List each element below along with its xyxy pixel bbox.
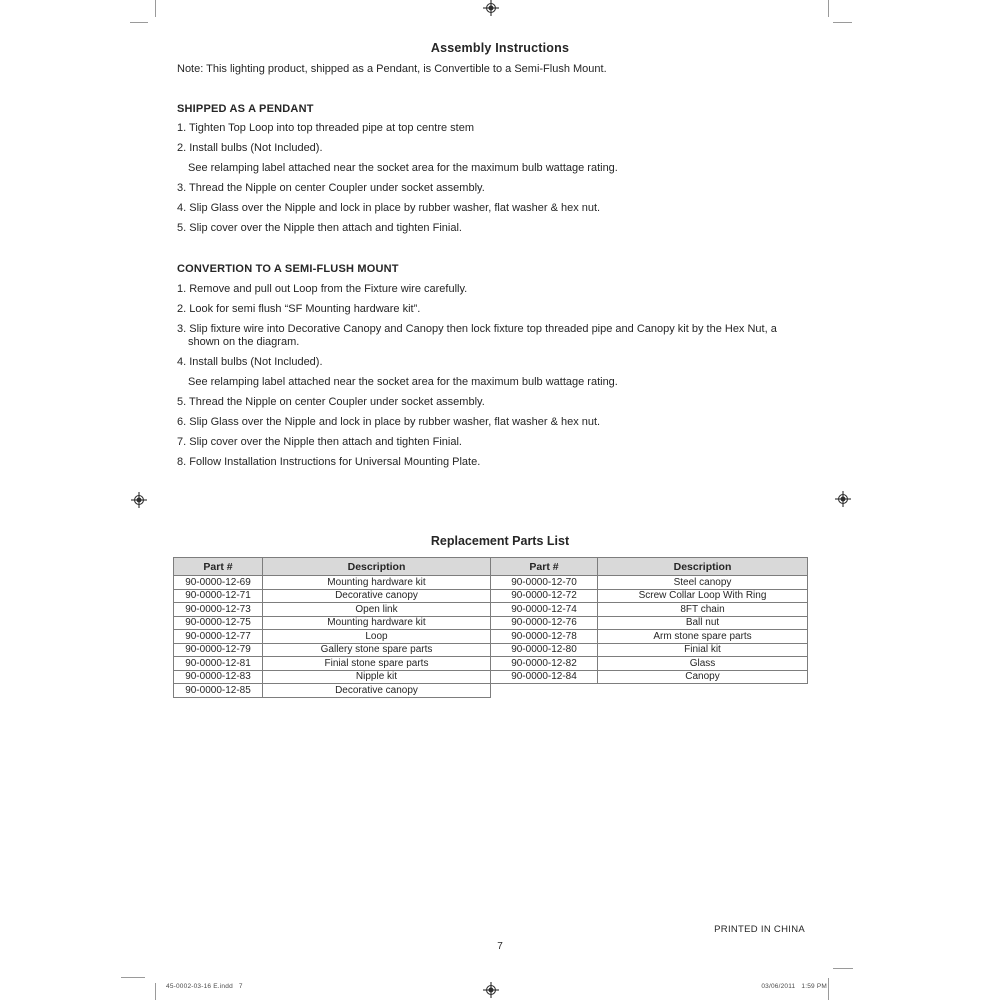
- column-header: Part #: [174, 558, 263, 576]
- instruction-step: 1. Tighten Top Loop into top threaded pipe at top centre stem: [177, 122, 475, 134]
- part-number-cell: 90-0000-12-81: [174, 657, 263, 671]
- description-cell: 8FT chain: [598, 603, 808, 617]
- instruction-steps-semi-flush: [177, 283, 809, 476]
- instruction-step: 3. Thread the Nipple on center Coupler under socket assembly.: [177, 182, 485, 194]
- part-number-cell: 90-0000-12-72: [491, 589, 598, 603]
- part-number-cell: 90-0000-12-69: [174, 576, 263, 590]
- footer-file-name: 45-0002-03-16 E.indd 7: [166, 983, 243, 990]
- description-cell: Glass: [598, 657, 808, 671]
- description-cell: Mounting hardware kit: [263, 616, 491, 630]
- crop-mark-bottom-right-v: [828, 978, 829, 1000]
- instruction-step: 6. Slip Glass over the Nipple and lock in place by rubber washer, flat washer & hex nut.: [177, 416, 601, 428]
- column-header: Description: [263, 558, 491, 576]
- section-heading-shipped-as-pendant: SHIPPED AS A PENDANT: [177, 103, 314, 115]
- instruction-step: 2. Look for semi flush “SF Mounting hardware kit”.: [177, 303, 421, 315]
- part-number-cell: 90-0000-12-77: [174, 630, 263, 644]
- instruction-step: 4. Install bulbs (Not Included).: [177, 356, 323, 368]
- crop-mark-bottom-left-v: [155, 983, 156, 1000]
- table-row: [174, 630, 808, 644]
- column-header: Part #: [491, 558, 598, 576]
- crop-mark-top-left-h: [130, 22, 148, 23]
- part-number-cell: 90-0000-12-73: [174, 603, 263, 617]
- table-row: [174, 643, 808, 657]
- section-heading-conversion-semi-flush: CONVERTION TO A SEMI-FLUSH MOUNT: [177, 263, 399, 275]
- description-cell: Steel canopy: [598, 576, 808, 590]
- part-number-cell: 90-0000-12-76: [491, 616, 598, 630]
- part-number-cell: 90-0000-12-71: [174, 589, 263, 603]
- parts-list-title: Replacement Parts List: [430, 534, 570, 548]
- description-cell: Nipple kit: [263, 670, 491, 684]
- instruction-steps-pendant: [177, 122, 825, 242]
- description-cell: Arm stone spare parts: [598, 630, 808, 644]
- parts-table-header-row: [174, 558, 808, 576]
- printed-in-china-label: PRINTED IN CHINA: [714, 924, 805, 935]
- table-row: [174, 684, 808, 698]
- part-number-cell: 90-0000-12-82: [491, 657, 598, 671]
- description-cell: Screw Collar Loop With Ring: [598, 589, 808, 603]
- registration-mark-icon: [835, 491, 851, 507]
- instruction-subnote: See relamping label attached near the socket area for the maximum bulb wattage rating.: [188, 376, 618, 388]
- crop-mark-bottom-right-h: [833, 968, 853, 969]
- part-number-cell: 90-0000-12-80: [491, 643, 598, 657]
- crop-mark-bottom-left-h: [121, 977, 145, 978]
- note-text: Note: This lighting product, shipped as a Pendant, is Convertible to a Semi-Flush Mount.: [177, 63, 607, 75]
- instruction-step: 4. Slip Glass over the Nipple and lock in place by rubber washer, flat washer & hex nut.: [177, 202, 601, 214]
- page-title: Assembly Instructions: [430, 41, 570, 55]
- crop-mark-top-right-h: [833, 22, 852, 23]
- table-row: [174, 589, 808, 603]
- instruction-step: 8. Follow Installation Instructions for Universal Mounting Plate.: [177, 456, 481, 468]
- instruction-step: 7. Slip cover over the Nipple then attach and tighten Finial.: [177, 436, 462, 448]
- instruction-step: 5. Slip cover over the Nipple then attach and tighten Finial.: [177, 222, 462, 234]
- instruction-step: 3. Slip fixture wire into Decorative Canopy and Canopy then lock fixture top threaded pipe and Canopy kit by the Hex Nut, a shown on the diagram.: [177, 323, 777, 348]
- parts-table-body: [174, 576, 808, 698]
- description-cell: Decorative canopy: [263, 684, 491, 698]
- part-number-cell: [491, 684, 598, 698]
- description-cell: Finial stone spare parts: [263, 657, 491, 671]
- part-number-cell: 90-0000-12-78: [491, 630, 598, 644]
- registration-mark-icon: [483, 982, 499, 998]
- description-cell: Open link: [263, 603, 491, 617]
- description-cell: [598, 684, 808, 698]
- page-number: 7: [497, 941, 503, 952]
- instruction-subnote: See relamping label attached near the socket area for the maximum bulb wattage rating.: [188, 162, 618, 174]
- part-number-cell: 90-0000-12-85: [174, 684, 263, 698]
- crop-mark-top-right-v: [828, 0, 829, 17]
- part-number-cell: 90-0000-12-83: [174, 670, 263, 684]
- part-number-cell: 90-0000-12-74: [491, 603, 598, 617]
- registration-mark-icon: [483, 0, 499, 16]
- description-cell: Loop: [263, 630, 491, 644]
- description-cell: Canopy: [598, 670, 808, 684]
- instruction-step: 5. Thread the Nipple on center Coupler under socket assembly.: [177, 396, 485, 408]
- description-cell: Mounting hardware kit: [263, 576, 491, 590]
- footer-timestamp: 03/06/2011 1:59 PM: [761, 983, 827, 990]
- crop-mark-top-left-v: [155, 0, 156, 17]
- table-row: [174, 616, 808, 630]
- registration-mark-icon: [131, 492, 147, 508]
- column-header: Description: [598, 558, 808, 576]
- instruction-step: 1. Remove and pull out Loop from the Fixture wire carefully.: [177, 283, 468, 295]
- description-cell: Finial kit: [598, 643, 808, 657]
- instruction-step: 2. Install bulbs (Not Included).: [177, 142, 323, 154]
- part-number-cell: 90-0000-12-70: [491, 576, 598, 590]
- table-row: [174, 657, 808, 671]
- table-row: [174, 603, 808, 617]
- description-cell: Ball nut: [598, 616, 808, 630]
- part-number-cell: 90-0000-12-79: [174, 643, 263, 657]
- replacement-parts-table: [173, 557, 808, 698]
- part-number-cell: 90-0000-12-84: [491, 670, 598, 684]
- table-row: [174, 576, 808, 590]
- description-cell: Decorative canopy: [263, 589, 491, 603]
- table-row: [174, 670, 808, 684]
- description-cell: Gallery stone spare parts: [263, 643, 491, 657]
- part-number-cell: 90-0000-12-75: [174, 616, 263, 630]
